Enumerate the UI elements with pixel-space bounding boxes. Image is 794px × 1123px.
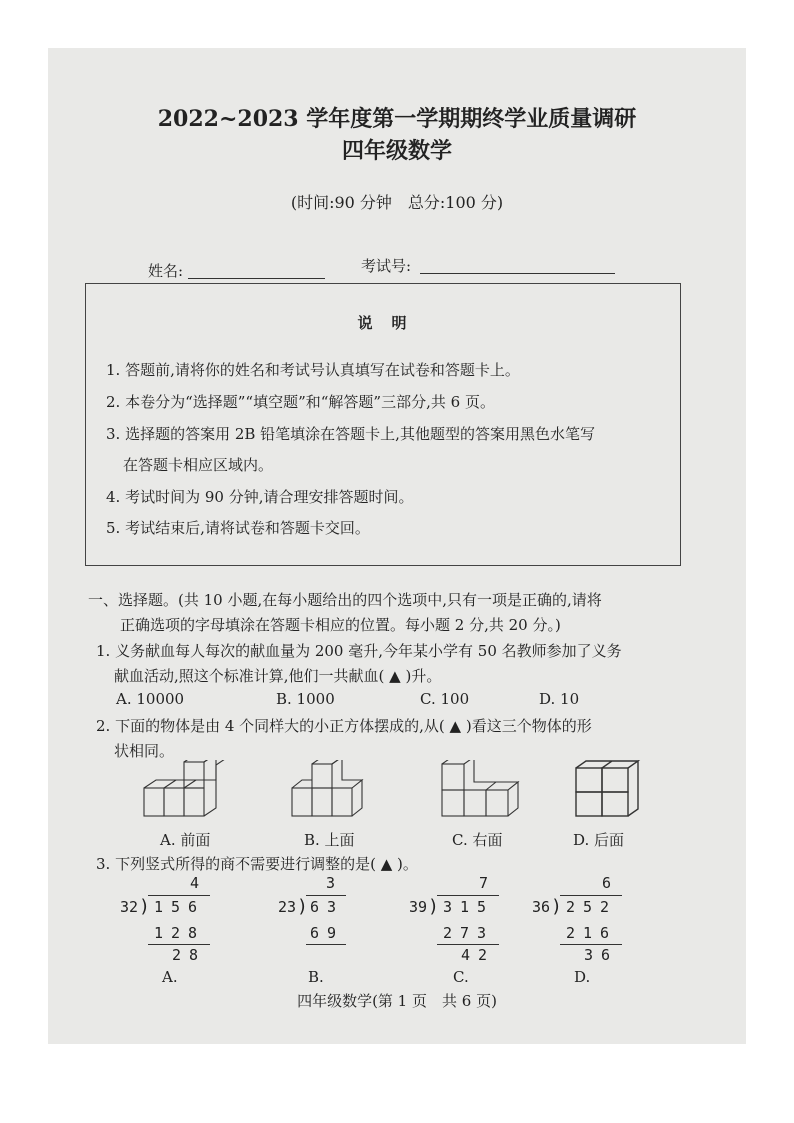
division-divisor: 23 bbox=[278, 898, 297, 916]
instructions-title: 说 明 bbox=[357, 314, 409, 332]
division-label: D. bbox=[574, 968, 591, 986]
time-info: (时间:90 分钟 总分:100 分) bbox=[290, 193, 504, 212]
section-heading: 一、选择题。(共 10 小题,在每小题给出的四个选项中,只有一项是正确的,请将 bbox=[88, 591, 602, 609]
q2-line1: 2. 下面的物体是由 4 个同样大的小正方体摆成的,从( ▲ )看这三个物体的形 bbox=[96, 717, 592, 735]
division-remainder: 42 bbox=[461, 946, 496, 964]
subject-title: 四年级数学 bbox=[341, 138, 452, 164]
division-product: 273 bbox=[443, 924, 495, 942]
q3-line1: 3. 下列竖式所得的商不需要进行调整的是( ▲ )。 bbox=[96, 855, 418, 873]
division-divisor: 36 bbox=[532, 898, 551, 916]
section-heading-line2: 正确选项的字母填涂在答题卡相应的位置。每小题 2 分,共 20 分。) bbox=[120, 616, 561, 634]
q1-option-b[interactable]: B. 1000 bbox=[276, 690, 335, 708]
q1-line1: 1. 义务献血每人每次的献血量为 200 毫升,今年某小学有 50 名教师参加了义务 bbox=[96, 642, 622, 660]
q1-line2: 献血活动,照这个标准计算,他们一共献血( ▲ )升。 bbox=[114, 667, 442, 685]
division-c[interactable]: 7 39 ) 315 273 42 C. bbox=[409, 874, 499, 986]
exam-no-label: 考试号: bbox=[361, 257, 412, 275]
q2-line2: 状相同。 bbox=[114, 742, 175, 760]
division-dividend: 156 bbox=[154, 898, 206, 916]
instruction-item: 3. 选择题的答案用 2B 铅笔填涂在答题卡上,其他题型的答案用黑色水笔写 bbox=[106, 425, 595, 443]
division-dividend: 315 bbox=[443, 898, 495, 916]
division-remainder: 36 bbox=[584, 946, 619, 964]
division-d[interactable]: 6 36 ) 252 216 36 D. bbox=[532, 874, 622, 986]
instruction-item: 在答题卡相应区域内。 bbox=[123, 456, 274, 474]
q2-option-c[interactable]: C. 右面 bbox=[452, 831, 503, 849]
division-b[interactable]: 3 23 ) 63 69 B. bbox=[278, 874, 345, 986]
division-dividend: 252 bbox=[566, 898, 618, 916]
q1-option-d[interactable]: D. 10 bbox=[539, 690, 580, 708]
name-label: 姓名: bbox=[148, 262, 184, 280]
division-product: 69 bbox=[310, 924, 345, 942]
division-label: C. bbox=[453, 968, 469, 986]
division-quotient: 7 bbox=[479, 874, 489, 892]
division-remainder: 28 bbox=[172, 946, 207, 964]
instruction-item: 5. 考试结束后,请将试卷和答题卡交回。 bbox=[106, 519, 370, 537]
division-a[interactable]: 4 32 ) 156 128 28 A. bbox=[120, 874, 210, 986]
q1-option-c[interactable]: C. 100 bbox=[420, 690, 470, 708]
exam-title: 2022~2023 学年度第一学期期终学业质量调研 bbox=[157, 106, 637, 132]
division-divisor: 39 bbox=[409, 898, 428, 916]
division-label: B. bbox=[308, 968, 324, 986]
division-product: 216 bbox=[566, 924, 618, 942]
instruction-item: 4. 考试时间为 90 分钟,请合理安排答题时间。 bbox=[106, 488, 414, 506]
division-quotient: 3 bbox=[326, 874, 336, 892]
division-dividend: 63 bbox=[310, 898, 345, 916]
division-quotient: 6 bbox=[602, 874, 612, 892]
exam-page bbox=[48, 48, 746, 1044]
exam-no-field[interactable] bbox=[420, 255, 615, 274]
division-divisor: 32 bbox=[120, 898, 139, 916]
page-footer: 四年级数学(第 1 页 共 6 页) bbox=[297, 992, 497, 1010]
q1-option-a[interactable]: A. 10000 bbox=[116, 690, 185, 708]
q2-option-b[interactable]: B. 上面 bbox=[304, 831, 355, 849]
cube-figure-a bbox=[140, 760, 230, 822]
cube-figure-b bbox=[288, 760, 373, 822]
division-product: 128 bbox=[154, 924, 206, 942]
q2-option-d[interactable]: D. 后面 bbox=[573, 831, 625, 849]
cube-figure-c bbox=[438, 760, 528, 822]
division-quotient: 4 bbox=[190, 874, 200, 892]
q2-option-a[interactable]: A. 前面 bbox=[160, 831, 211, 849]
instruction-item: 2. 本卷分为“选择题”“填空题”和“解答题”三部分,共 6 页。 bbox=[106, 393, 495, 411]
instructions-box bbox=[85, 283, 681, 566]
division-label: A. bbox=[162, 968, 178, 986]
name-field[interactable] bbox=[188, 260, 325, 279]
cube-figure-d bbox=[573, 760, 643, 822]
instruction-item: 1. 答题前,请将你的姓名和考试号认真填写在试卷和答题卡上。 bbox=[106, 361, 520, 379]
